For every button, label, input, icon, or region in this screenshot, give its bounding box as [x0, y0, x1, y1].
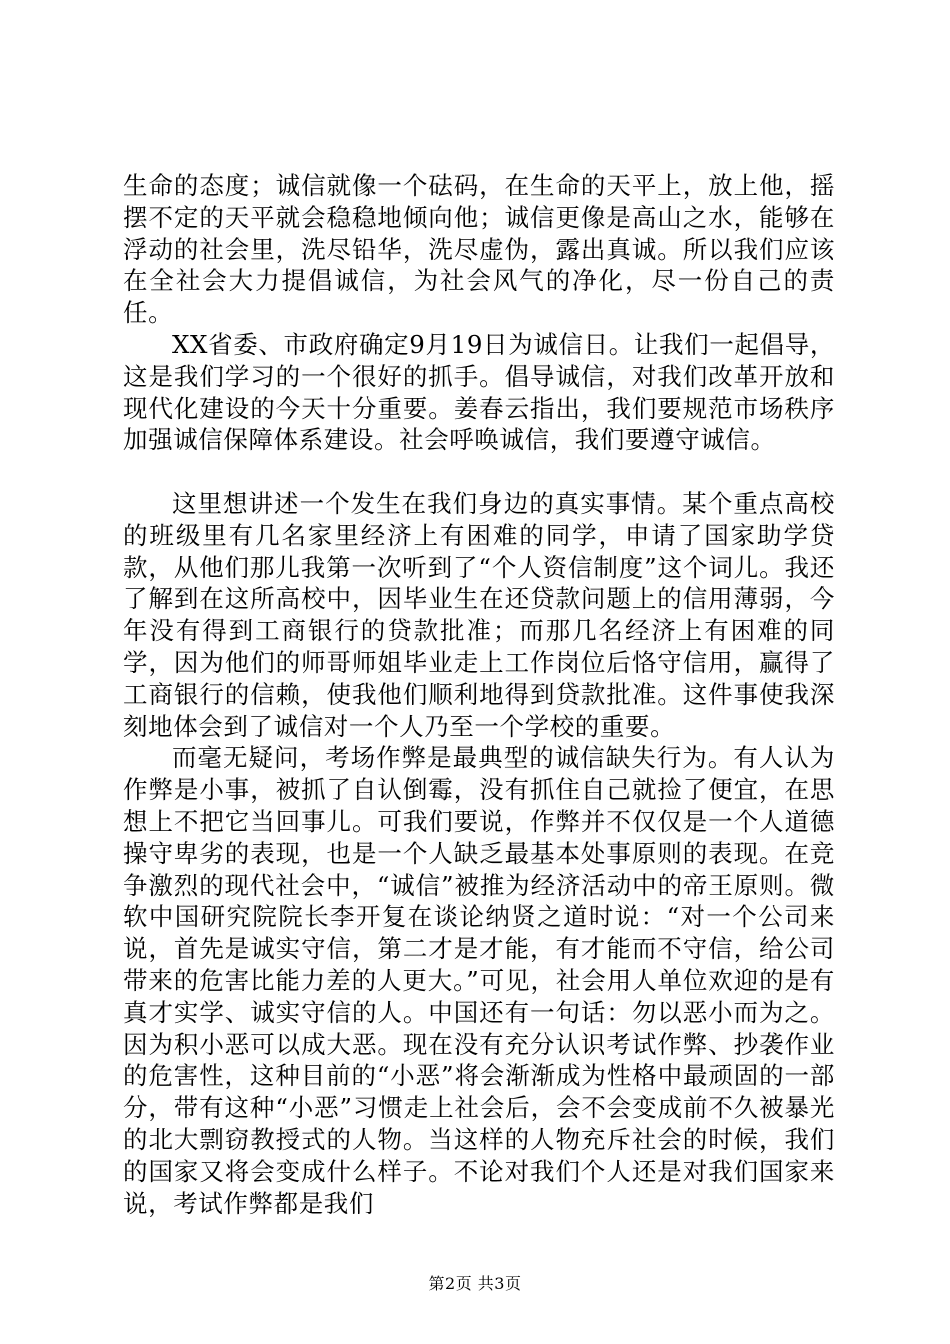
paragraph-spacer — [123, 456, 835, 488]
document-body — [123, 170, 835, 1219]
paragraph-4: 而毫无疑问，考场作弊是最典型的诚信缺失行为。有人认为作弊是小事，被抓了自认倒霉，没有抓住自己就捡了便宜，在思想上不把它当回事儿。可我们要说，作弊并不仅仅是一个人道德操守卑劣的表现，也是一个人缺乏最基本处事原则的表现。在竞争激烈的现代社会中，“诚信”被推为经济活动中的帝王原则。微软中国研究院院长李开复在谈论纳贤之道时说：“对一个公司来说，首先是诚实守信，第二才是才能，有才能而不守信，给公司带来的危害比能力差的人更大。”可见，社会用人单位欢迎的是有真才实学、诚实守信的人。中国还有一句话：勿以恶小而为之。因为积小恶可以成大恶。现在没有充分认识考试作弊、抄袭作业的危害性，这种目前的“小恶”将会渐渐成为性格中最顽固的一部分，带有这种“小恶”习惯走上社会后，会不会变成前不久被暴光的北大剽窃教授式的人物。当这样的人物充斥社会的时候，我们的国家又将会变成什么样子。不论对我们个人还是对我们国家来说，考试作弊都是我们 — [123, 743, 835, 1218]
paragraph-3: 这里想讲述一个发生在我们身边的真实事情。某个重点高校的班级里有几名家里经济上有困难的同学，申请了国家助学贷款，从他们那儿我第一次听到了“个人资信制度”这个词儿。我还了解到在这所高校中，因毕业生在还贷款问题上的信用薄弱，今年没有得到工商银行的贷款批准；而那几名经济上有困难的同学，因为他们的师哥师姐毕业走上工作岗位后恪守信用，赢得了工商银行的信赖，使我他们顺利地得到贷款批准。这件事使我深刻地体会到了诚信对一个人乃至一个学校的重要。 — [123, 488, 835, 741]
paragraph-2: XX省委、市政府确定9月19日为诚信日。让我们一起倡导，这是我们学习的一个很好的抓手。倡导诚信，对我们改革开放和现代化建设的今天十分重要。姜春云指出，我们要规范市场秩序加强诚信保障体系建设。社会呼唤诚信，我们要遵守诚信。 — [123, 329, 835, 455]
paragraph-1: 生命的态度；诚信就像一个砝码，在生命的天平上，放上他，摇摆不定的天平就会稳稳地倾向他；诚信更像是高山之水，能够在浮动的社会里，洗尽铅华，洗尽虚伪，露出真诚。所以我们应该在全社会大力提倡诚信，为社会风气的净化，尽一份自己的责任。 — [123, 171, 835, 328]
page-number-footer: 第2页 共3页 — [428, 1274, 522, 1293]
